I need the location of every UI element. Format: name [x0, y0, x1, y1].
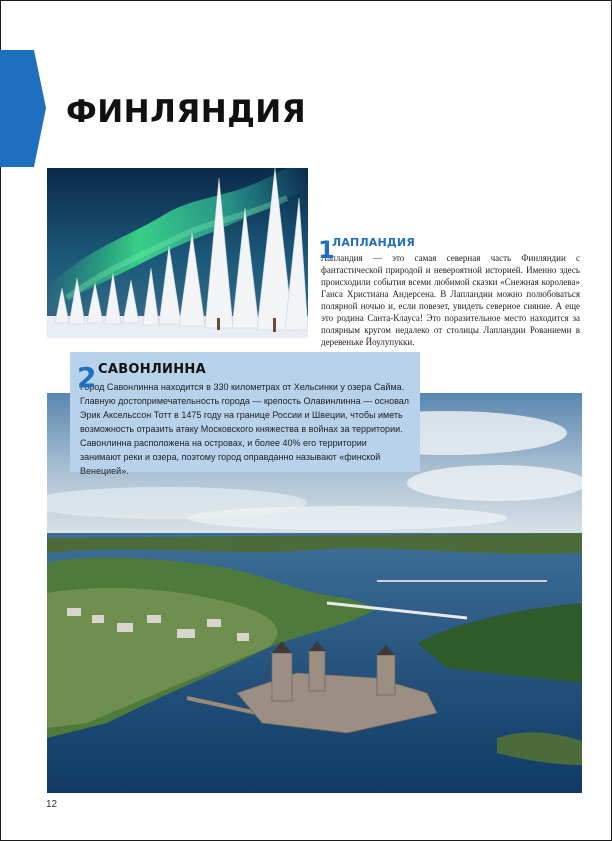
lapland-section: [318, 236, 580, 348]
section-body: Город Савонлинна находится в 330 километрах от Хельсинки у озера Сайма. Главную достопримечательность города — крепость Олавинлинна — основал Эрик Аксельссон Тотт в 1475 году на границе России и Швеции, чтобы иметь возможность отразить атаку Московского княжества в войнах за территории. Савонлинна расположена на островах, и более 40% его территории занимают реки и озера, поэтому город оправданно называют «финской Венецией».: [80, 382, 410, 476]
page-number: 12: [46, 799, 58, 810]
savonlinna-section: [70, 352, 420, 476]
chapter-tab-marker: [0, 50, 46, 167]
lapland-aurora-photo: [47, 168, 308, 338]
section-number: 2: [77, 361, 97, 394]
section-heading: ЛАПЛАНДИЯ: [332, 236, 415, 249]
section-body: Лапландия — это самая северная часть Финляндии с фантастической природой и невероятной историей. Именно здесь происходили события всеми любимой сказки «Снежная королева» Ганса Христиана Андерсена. В Лапландии можно полюбоваться полярной ночью и, если повезет, увидеть северное сияние. А еще это родина Санта-Клауса! Это поразительное место находится за полярным кругом недалеко от столицы Лапландии Рованиеми в деревеньке Йоулупукки.: [321, 253, 580, 347]
section-number: 1: [318, 236, 335, 264]
section-heading: САВОНЛИННА: [98, 362, 206, 377]
chapter-title: ФИНЛЯНДИЯ: [66, 94, 307, 130]
